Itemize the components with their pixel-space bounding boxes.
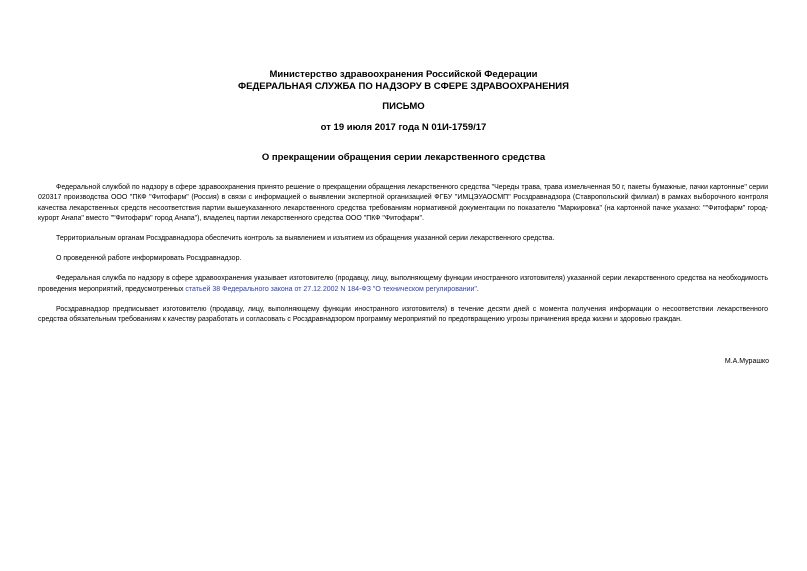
paragraph-text-after-link: . [476, 285, 479, 293]
document-header [0, 69, 807, 93]
document-date-number: от 19 июля 2017 года N 01И-1759/17 [320, 122, 487, 133]
document-body [38, 183, 768, 335]
service-name: ФЕДЕРАЛЬНАЯ СЛУЖБА ПО НАДЗОРУ В СФЕРЕ ЗДРАВООХРАНЕНИЯ [238, 81, 569, 92]
document-type: ПИСЬМО [382, 101, 425, 112]
document-subject: О прекращении обращения серии лекарственного средства [261, 152, 546, 163]
paragraph-report: О проведенной работе информировать Росздравнадзор. [56, 255, 242, 263]
ministry-name: Министерство здравоохранения Российской Федерации [269, 69, 538, 80]
law-article-link[interactable]: статьей 38 Федерального закона от 27.12.2002 N 184-ФЗ "О техническом регулировании" [185, 285, 477, 293]
signature: М.А.Мурашко [724, 358, 769, 365]
paragraph-decision: Федеральной службой по надзору в сфере здравоохранения принято решение о прекращении обращения лекарственного средства "Череды трава, трава измельченная 50 г, пакеты бумажные, пачки картонные" серии 020317 производства ООО "ПКФ "Фитофарм" (Россия) в связи с информацией о выявлении экспертной организацией ФГБУ "ИМЦЭУАОСМП" Росздравнадзора (Ставропольский филиал) в рамках выборочного контроля качества лекарственных средств несоответствия партии вышеуказанного лекарственного средства требованиям нормативной документации по показателю "Маркировка" (на картонной пачке указано: ""Фитофарм" город-курорт Анапа" вместо ""Фитофарм" город Анапа"), владелец партии лекарственного средства ООО "ПКФ "Фитофарм". [38, 184, 768, 223]
paragraph-program-requirement: Росздравнадзор предписывает изготовителю (продавцу, лицу, выполняющему функции иностранного изготовителя) в течение десяти дней с момента получения информации о несоответствии лекарственного средства обязательным требованиям к качеству разработать и согласовать с Росздравнадзором программу мероприятий по предотвращению угрозы причинения вреда жизни и здоровью граждан. [38, 305, 768, 324]
paragraph-manufacturer-measures [38, 274, 768, 295]
paragraph-text-before-link: Федеральная служба по надзору в сфере здравоохранения указывает изготовителю (продавцу, лицу, выполняющему функции иностранного изготовителя) указанной серии лекарственного средства на необходимость проведения мероприятий, предусмотренных [38, 275, 768, 293]
paragraph-territorial-control: Территориальным органам Росздравнадзора обеспечить контроль за выявлением и изъятием из обращения указанной серии лекарственного средства. [56, 235, 555, 243]
